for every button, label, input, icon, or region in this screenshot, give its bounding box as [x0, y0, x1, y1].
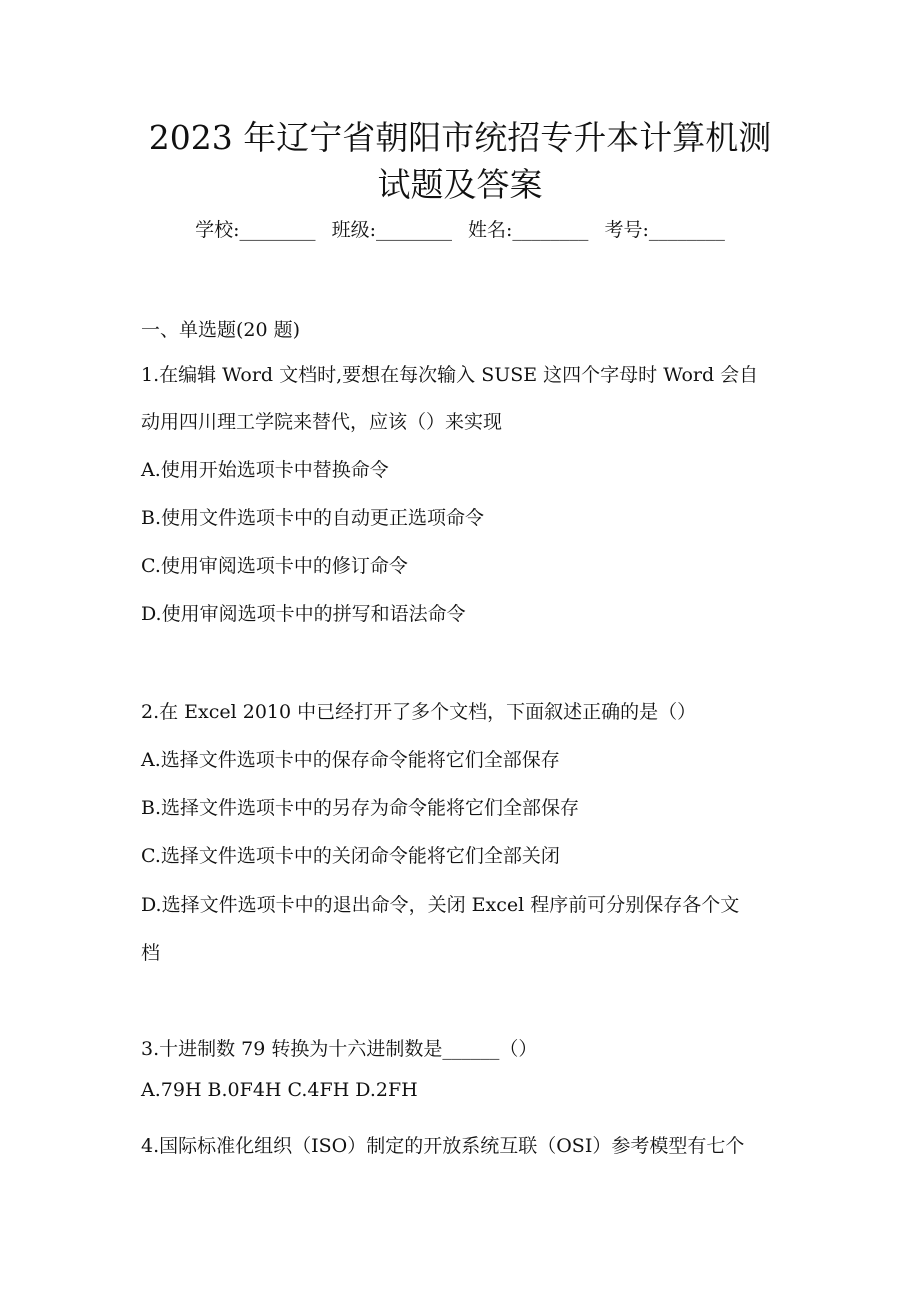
question-2-stem: 2.在 Excel 2010 中已经打开了多个文档，下面叙述正确的是（）	[141, 701, 697, 723]
question-2-option-a: A.选择文件选项卡中的保存命令能将它们全部保存	[141, 749, 560, 771]
question-4-stem: 4.国际标准化组织（ISO）制定的开放系统互联（OSI）参考模型有七个	[141, 1135, 745, 1157]
class-field: 班级:________	[331, 219, 452, 241]
question-3-stem: 3.十进制数 79 转换为十六进制数是______（）	[141, 1038, 538, 1060]
question-1-option-d: D.使用审阅选项卡中的拼写和语法命令	[141, 603, 466, 625]
document-title-line-1: 2023 年辽宁省朝阳市统招专升本计算机测	[148, 118, 772, 157]
question-3-options: A.79H B.0F4H C.4FH D.2FH	[141, 1079, 418, 1101]
document-title-line-2: 试题及答案	[377, 165, 543, 204]
question-1-option-c: C.使用审阅选项卡中的修订命令	[141, 555, 408, 577]
question-1-stem-line-2: 动用四川理工学院来替代，应该（）来实现	[141, 411, 503, 433]
question-1-option-b: B.使用文件选项卡中的自动更正选项命令	[141, 507, 485, 529]
question-1-option-a: A.使用开始选项卡中替换命令	[141, 459, 389, 481]
question-1-stem-line-1: 1.在编辑 Word 文档时,要想在每次输入 SUSE 这四个字母时 Word 会自	[141, 364, 759, 386]
name-field: 姓名:________	[468, 219, 589, 241]
exam-number-field: 考号:________	[604, 219, 725, 241]
school-field: 学校:________	[195, 219, 316, 241]
student-info-row	[0, 216, 920, 244]
section-heading: 一、单选题(20 题)	[141, 319, 301, 341]
question-2-option-d-line-2: 档	[141, 942, 161, 964]
question-2-option-b: B.选择文件选项卡中的另存为命令能将它们全部保存	[141, 797, 580, 819]
question-2-option-c: C.选择文件选项卡中的关闭命令能将它们全部关闭	[141, 845, 560, 867]
question-2-option-d-line-1: D.选择文件选项卡中的退出命令，关闭 Excel 程序前可分别保存各个文	[141, 894, 740, 916]
